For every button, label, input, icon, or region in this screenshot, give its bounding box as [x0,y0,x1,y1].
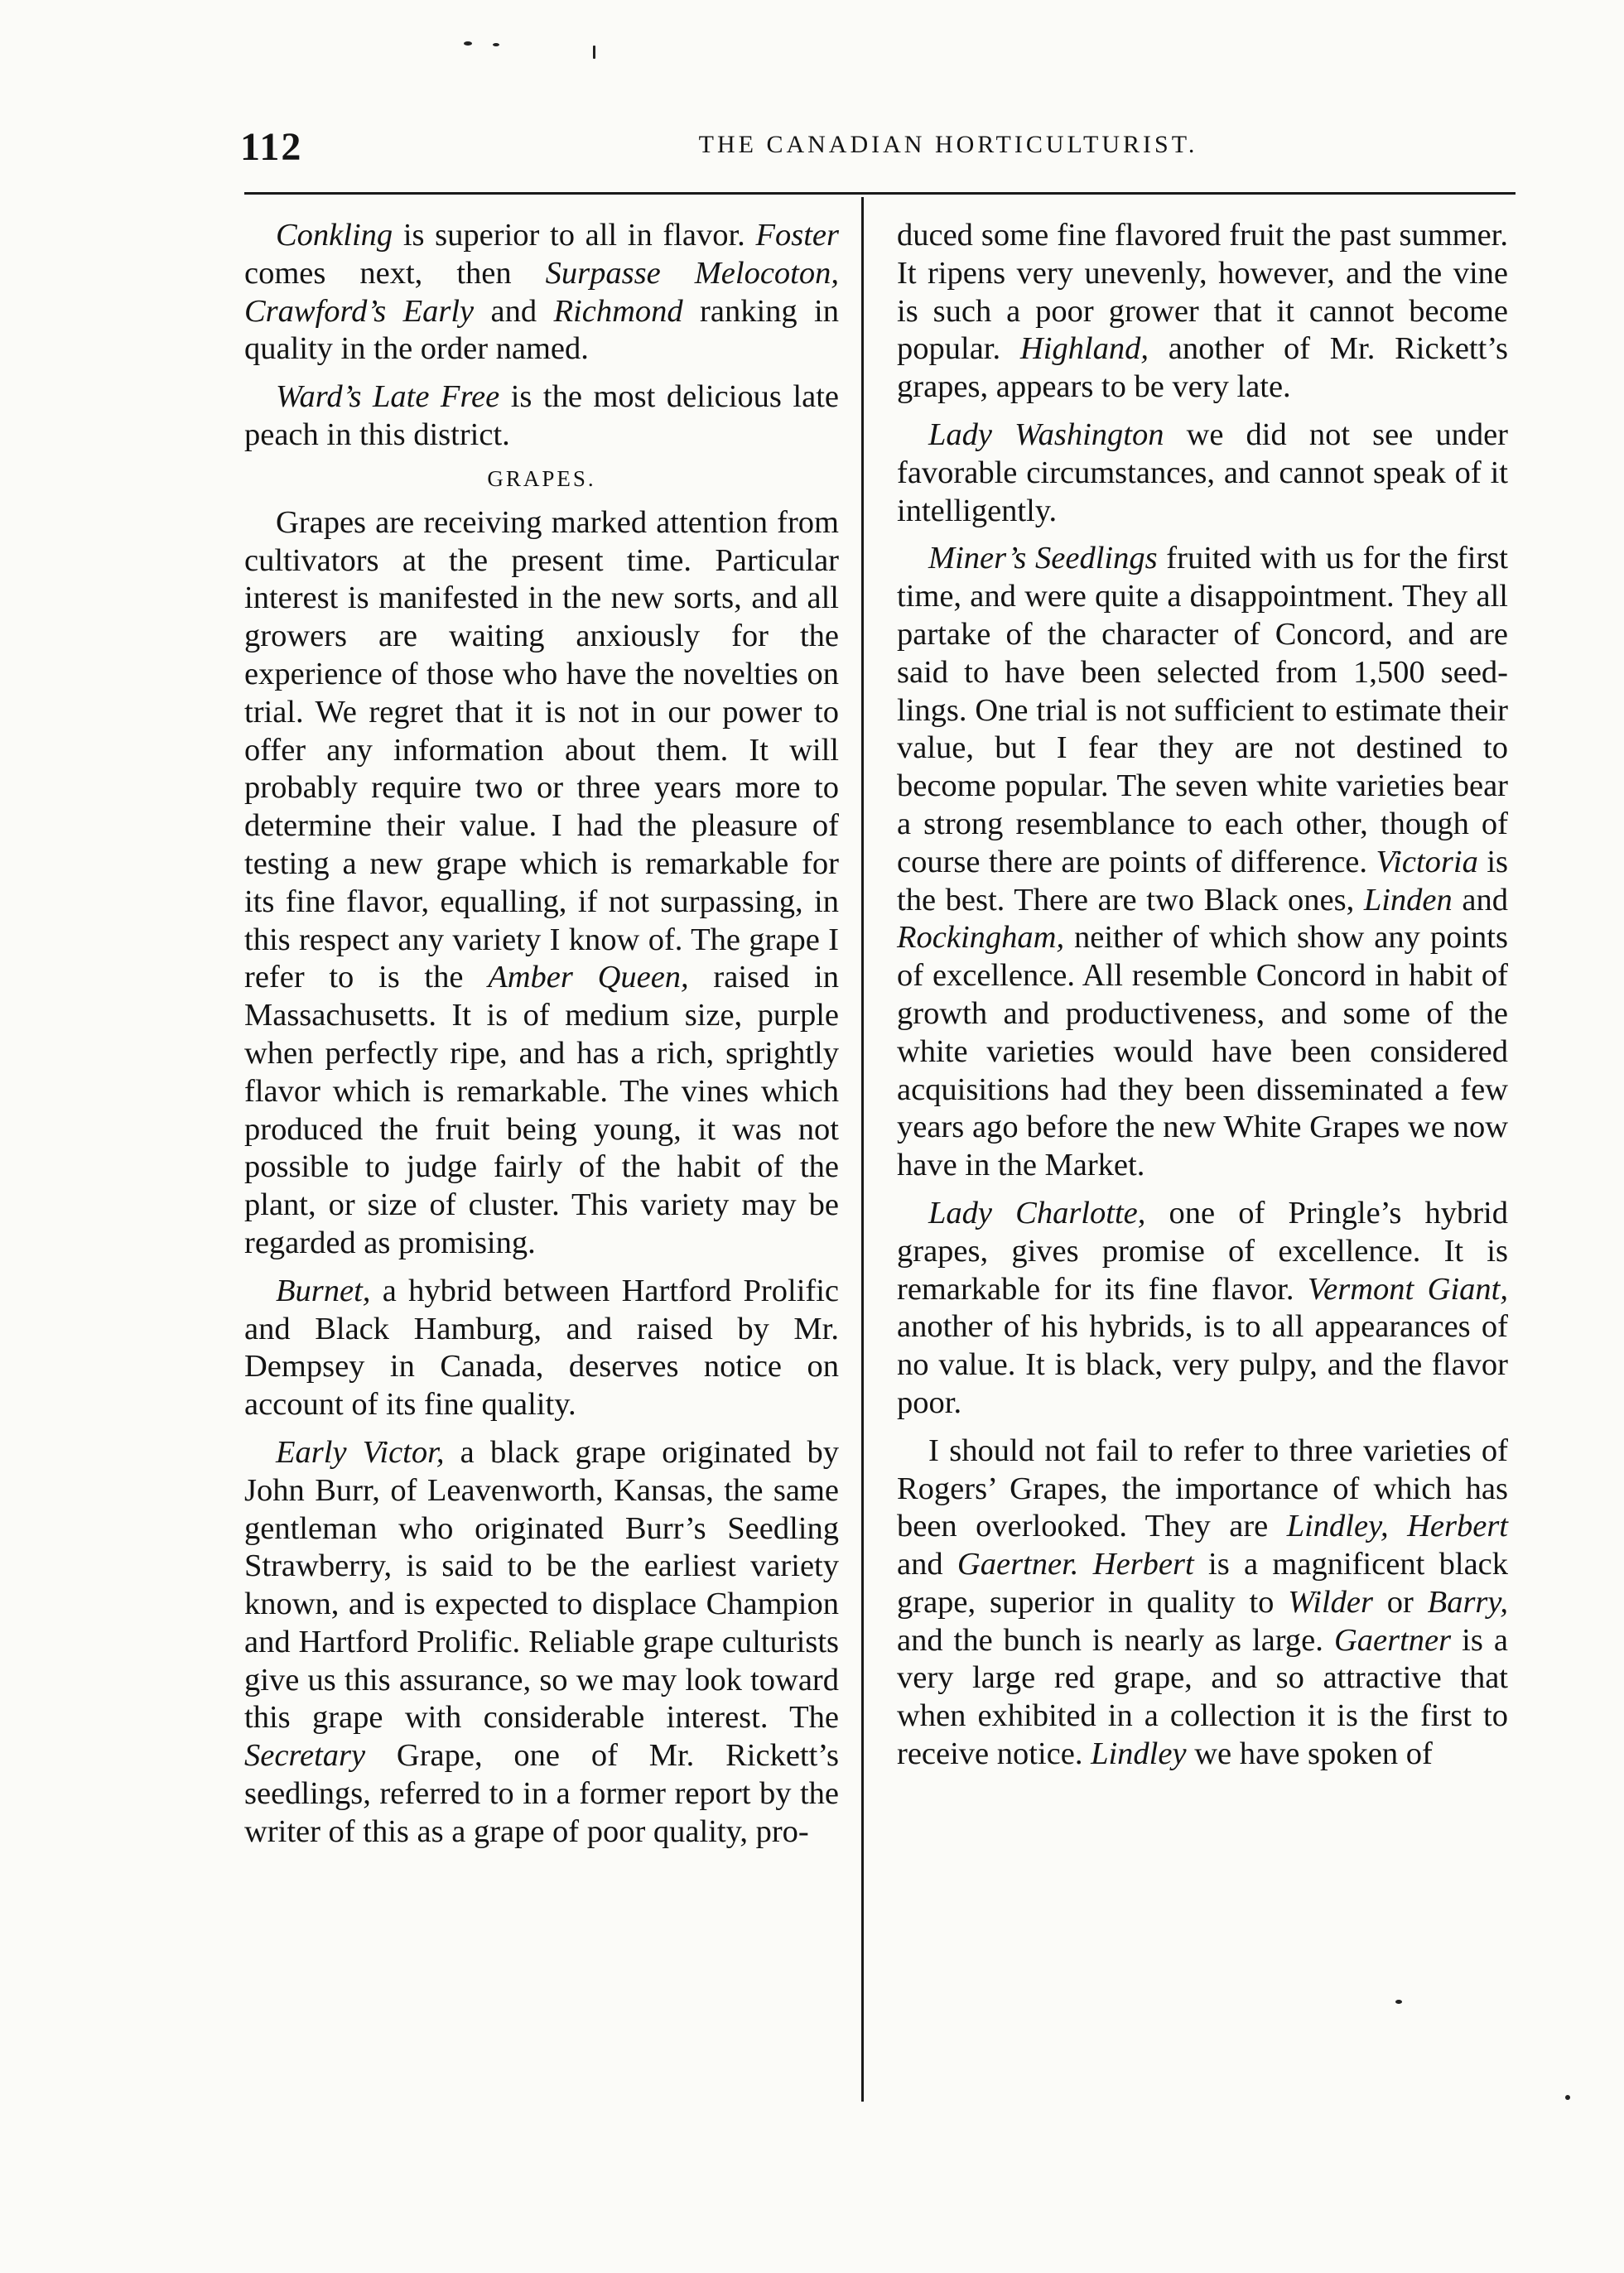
running-title: THE CANADIAN HORTICULTURIST. [698,131,1198,158]
variety-name: Conkling [276,218,393,253]
print-speck [493,43,499,46]
print-speck [1565,2095,1570,2100]
right-column [897,217,1508,1784]
variety-name: Lady Charlotte, [928,1195,1146,1230]
text-run: comes next, then [244,255,546,291]
left-column [244,217,839,1861]
text-run: another of Mr. Rickett’s grapes, appears to be very late. [897,331,1508,405]
variety-name: Herbert [1092,1547,1194,1582]
text-run: or [1372,1584,1428,1620]
variety-name: Foster [755,218,839,253]
variety-name: Rockingham, [897,920,1065,956]
variety-name: Richmond [553,293,683,329]
text-run: we have spoken of [1186,1736,1433,1772]
paragraph [897,1433,1508,1774]
page-header [240,124,1524,174]
variety-name: Lindley, Herbert [1286,1509,1509,1544]
variety-name: Amber Queen, [488,960,689,995]
text-run: and the bunch is nearly as large. [897,1622,1334,1658]
paragraph [897,217,1508,407]
text-run: is a magnificent black grape, superior in quality to [897,1547,1509,1620]
variety-name: Highland, [1019,331,1149,367]
text-run: neither of which show any points of excellence. All resemble Concord in habit of growth and productiveness, and some of the white varieties would have been considered acquisitions had they been disseminated a few years ago before the new White Grapes we now have in the Market. [897,920,1508,1183]
section-heading: GRAPES. [487,465,596,491]
text-run: we did not see under favorable circumstances, and cannot speak of it intelligently. [897,417,1508,528]
variety-name: Surpasse Melocoton, Crawford’s Early [244,255,839,329]
page-number: 112 [240,125,303,169]
variety-name: Vermont Giant, [1307,1271,1508,1307]
text-run: ranking in quality in the order named. [244,293,839,367]
text-run: and [1452,882,1508,917]
paragraph [897,540,1508,1185]
text-run: a black grape originated by John Burr, of Leavenworth, Kansas, the same gentleman who originated Burr’s Seedling Strawberry, is said to be the earliest variety known, and is expected to displace Champion and Hartford Prolific. Reliable grape culturists give us this assurance, so we may look toward this grape with considerable interest. The [244,1434,839,1736]
header-rule [244,192,1516,195]
variety-name: Lady Washington [928,417,1164,452]
paragraph [897,417,1508,530]
text-run: another of his hybrids, is to all appearances of no value. It is black, very pulpy, and the flavor poor. [897,1309,1508,1420]
text-run: is the most delicious late peach in this district. [244,379,839,452]
print-speck [1395,2000,1402,2004]
text-run: one of Pringle’s hybrid grapes, gives promise of excellence. It is remarkable for its fine flavor. [897,1195,1508,1307]
variety-name: Early Victor, [276,1434,445,1470]
variety-name: Lindley [1091,1736,1187,1772]
variety-name: Barry, [1427,1584,1508,1620]
variety-name: Ward’s Late Free [276,379,500,415]
paragraph [244,1273,839,1424]
paragraph [244,217,839,368]
variety-name: Gaertner [1333,1622,1452,1658]
paragraph [244,1434,839,1852]
text-run: is superior to all in flavor. [393,218,756,253]
text-run: is a very large red grape, and so attractive that when exhibited in a collection it is the first to receive notice. [897,1622,1508,1772]
variety-name: Gaertner. [957,1547,1079,1582]
paragraph [244,378,839,455]
variety-name: Victoria [1376,844,1478,879]
text-run: a hybrid between Hartford Prolific and Black Hamburg, and raised by Mr. Dempsey in Canada, deserves notice on account of its fine quality. [244,1273,839,1423]
text-run: and [474,293,554,329]
paragraph [897,1195,1508,1423]
text-run: raised in Massachusetts. It is of medium size, purple when perfectly ripe, and has a rich, sprightly flavor which is remarkable. The vines which produced the fruit being young, it was not possible to judge fairly of the habit of the plant, or size of cluster. This variety may be regarded as promising. [244,960,840,1260]
paragraph [244,504,839,1263]
variety-name: Linden [1363,882,1453,917]
variety-name: Secretary [244,1738,366,1774]
variety-name: Burnet, [276,1273,371,1308]
text-run: and [897,1547,957,1582]
text-run: The grape I refer to is the [244,922,839,995]
text-run: fruited with us for the first time, and were quite a disappointment. They all partake of the character of Concord, and are said to have been selected from 1,500 seedlings. One trial is not sufficient to estimate their value, but I fear they are not destined to become popular. The seven white varieties bear a strong resemblance to each other, though of course there are points of difference. [897,541,1508,879]
variety-name: Miner’s Seedlings [928,541,1158,576]
text-run [1078,1547,1092,1582]
print-speck [593,46,595,59]
print-speck [464,41,472,46]
variety-name: Wilder [1288,1584,1373,1620]
text-run: I should not fail to refer to three varieties of Rogers’ Grapes, the importance of which has been overlooked. They are [897,1433,1508,1544]
text-run: is the best. There are two Black ones, [897,844,1508,917]
text-run: Grape, one of Mr. Rickett’s seedlings, referred to in a former report by the writer of this as a grape of poor quality, pro- [244,1738,839,1849]
text-run: Grapes are receiving marked attention from cultivators at the present time. Particular interest is manifested in the new sorts, and all growers are waiting anxiously for the experience of those who have the novelties on trial. We regret that it is not in our power to offer any information about them. It will probably require two or three years more to determine their value. I had the pleasure of testing a new grape which is remarkable for its fine flavor, equalling, if not surpassing, in this respect any variety I know of. [244,504,839,957]
text-run: duced some fine flavored fruit the past summer. It ripens very unevenly, however, and the vine is such a poor grower that it cannot become popular. [897,218,1508,367]
column-divider [861,197,864,2102]
